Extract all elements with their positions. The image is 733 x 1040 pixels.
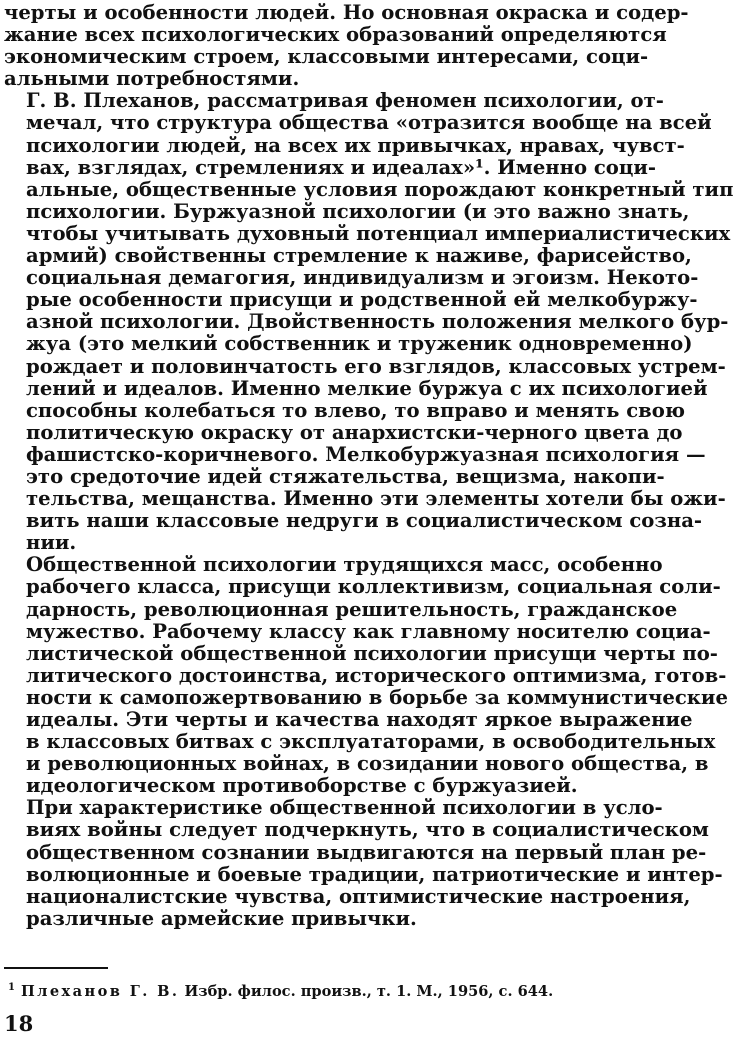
- paragraph: [4, 796, 723, 930]
- text-line: лений и идеалов. Именно мелкие буржуа с их психологией: [26, 376, 708, 400]
- text-line: социальная демагогия, индивидуализм и эгоизм. Некото-: [26, 266, 699, 290]
- text-line: мечал, что структура общества «отразится вообще на всей: [26, 111, 712, 135]
- text-line: волюционные и боевые традиции, патриотические и интер-: [26, 862, 723, 886]
- paragraph: [4, 1, 689, 91]
- text-line: различные армейские привычки.: [26, 906, 417, 930]
- text-line: националистские чувства, оптимистические настроения,: [26, 884, 691, 908]
- text-line: При характеристике общественной психологии в усло-: [26, 796, 663, 820]
- text-line: мужество. Рабочему классу как главному носителю социа-: [26, 619, 711, 643]
- text-line: это средоточие идей стяжательства, вещизма, накопи-: [26, 464, 665, 488]
- text-line: черты и особенности людей. Но основная окраска и содер-: [4, 1, 689, 24]
- text-line: листической общественной психологии присущи черты по-: [26, 641, 718, 665]
- text-line: идеалы. Эти черты и качества находят яркое выражение: [26, 708, 693, 731]
- footnote-divider: [4, 967, 108, 969]
- text-line: экономическим строем, классовыми интересами, соци-: [4, 45, 649, 69]
- text-line: армий) свойственны стремление к наживе, фарисейство,: [26, 244, 692, 268]
- text-line: и революционных войнах, в созидании нового общества, в: [26, 752, 709, 776]
- text-line: виях войны следует подчеркнуть, что в социалистическом: [26, 818, 709, 842]
- text-line: вах, взглядах, стремлениях и идеалах»¹. Именно соци-: [26, 155, 657, 179]
- text-line: ности к самопожертвованию в борьбе за коммунистические: [26, 685, 728, 709]
- paragraph: [4, 553, 728, 798]
- footnote-author: Плеханов Г. В.: [20, 983, 180, 1000]
- text-line: жание всех психологических образований определяются: [4, 23, 667, 47]
- text-line: политическую окраску от анархистски-черного цвета до: [26, 420, 683, 444]
- text-line: литического достоинства, исторического оптимизма, готов-: [26, 663, 727, 687]
- text-line: рые особенности присущи и родственной ей мелкобуржу-: [26, 288, 698, 312]
- text-line: дарность, революционная решительность, гражданское: [26, 597, 678, 621]
- text-line: психологии. Буржуазной психологии (и это важно знать,: [26, 199, 690, 223]
- text-line: альные, общественные условия порождают конкретный тип: [26, 177, 733, 201]
- text-line: Г. В. Плеханов, рассматривая феномен психологии, от-: [26, 89, 664, 113]
- text-line: чтобы учитывать духовный потенциал империалистических: [26, 221, 731, 245]
- text-line: азной психологии. Двойственность положения мелкого бур-: [26, 310, 729, 334]
- text-line: жуа (это мелкий собственник и труженик одновременно): [26, 332, 693, 356]
- text-line: общественном сознании выдвигаются на первый план ре-: [26, 840, 707, 864]
- text-line: рождает и половинчатость его взглядов, классовых устрем-: [26, 354, 726, 378]
- text-line: нии.: [26, 531, 77, 555]
- text-line: альными потребностями.: [4, 67, 300, 91]
- paragraph: [4, 89, 733, 555]
- footnote: [4, 983, 616, 1001]
- text-line: тельства, мещанства. Именно эти элементы хотели бы ожи-: [26, 487, 726, 511]
- text-line: психологии людей, на всех их привычках, нравах, чувст-: [26, 133, 685, 157]
- text-line: в классовых битвах с эксплуататорами, в освободительных: [26, 730, 716, 754]
- main-text: [4, 1, 733, 930]
- text-line: идеологическом противоборстве с буржуазией.: [26, 774, 578, 798]
- page-number: 18: [4, 1011, 34, 1036]
- text-line: рабочего класса, присущи коллективизм, социальная соли-: [26, 575, 721, 599]
- text-line: способны колебаться то влево, то вправо и менять свою: [26, 398, 685, 422]
- text-line: вить наши классовые недруги в социалистическом созна-: [26, 509, 703, 533]
- text-line: Общественной психологии трудящихся масс, особенно: [26, 553, 663, 577]
- text-line: фашистско-коричневого. Мелкобуржуазная психология —: [26, 442, 706, 466]
- footnote-marker: 1: [8, 982, 15, 994]
- footnote-text: Избр. филос. произв., т. 1. М., 1956, с. 644.: [184, 983, 554, 1000]
